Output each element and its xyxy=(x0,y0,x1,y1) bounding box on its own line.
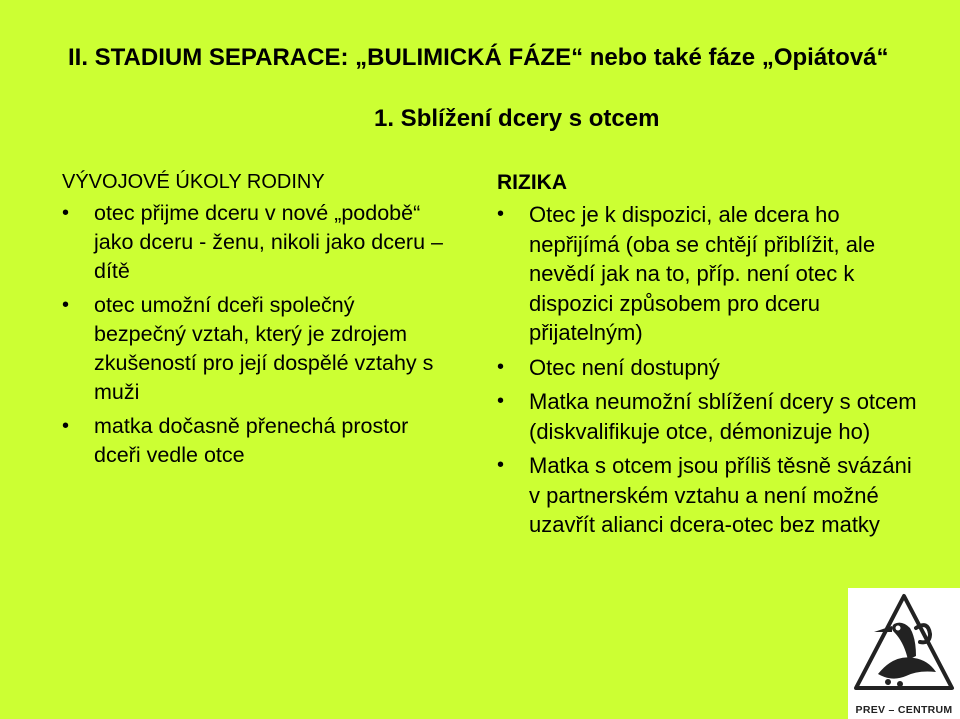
list-item-text: Otec není dostupný xyxy=(529,354,720,380)
prev-centrum-logo xyxy=(848,588,960,719)
bullet-icon: • xyxy=(62,202,70,224)
bullet-icon: • xyxy=(497,390,505,413)
list-item xyxy=(497,387,917,446)
list-item xyxy=(62,199,452,286)
right-column xyxy=(497,170,917,545)
list-item-text: Otec je k dispozici, ale dcera ho nepřijímá (oba se chtějí přiblížit, ale nevědí jak na to, příp. není otec k dispozici způsobem pro dceru přijatelným) xyxy=(529,202,876,346)
list-item xyxy=(497,451,917,540)
list-item-text: Matka s otcem jsou příliš těsně svázáni v partnerském vztahu a není možné uzavřít alianci dcera-otec bez matky xyxy=(529,453,912,538)
right-bullet-list xyxy=(497,200,917,540)
logo-bird-icon xyxy=(848,588,960,700)
right-column-heading: RIZIKA xyxy=(497,171,567,194)
bullet-icon: • xyxy=(62,294,70,316)
bullet-icon: • xyxy=(497,454,505,477)
bullet-icon: • xyxy=(497,355,505,378)
list-item xyxy=(62,412,452,470)
bullet-icon: • xyxy=(62,415,70,437)
list-item-text: otec přijme dceru v nové „podobě“ jako dceru - ženu, nikoli jako dceru – dítě xyxy=(94,201,443,283)
left-column-heading: VÝVOJOVÉ ÚKOLY RODINY xyxy=(62,171,325,193)
slide-title: II. STADIUM SEPARACE: „BULIMICKÁ FÁZE“ nebo také fáze „Opiátová“ xyxy=(68,44,889,71)
slide-subtitle: 1. Sblížení dcery s otcem xyxy=(374,105,660,132)
logo-text: PREV – CENTRUM xyxy=(855,704,953,716)
list-item xyxy=(497,353,917,383)
list-item-text: otec umožní dceři společný bezpečný vztah, který je zdrojem zkušeností pro její dospělé vztahy s muži xyxy=(94,293,434,404)
list-item-text: matka dočasně přenechá prostor dceři vedle otce xyxy=(94,414,409,467)
left-bullet-list xyxy=(62,199,452,470)
list-item xyxy=(497,200,917,348)
left-column xyxy=(62,170,452,475)
list-item-text: Matka neumožní sblížení dcery s otcem (diskvalifikuje otce, démonizuje ho) xyxy=(529,389,917,444)
bullet-icon: • xyxy=(497,203,505,226)
list-item xyxy=(62,291,452,407)
